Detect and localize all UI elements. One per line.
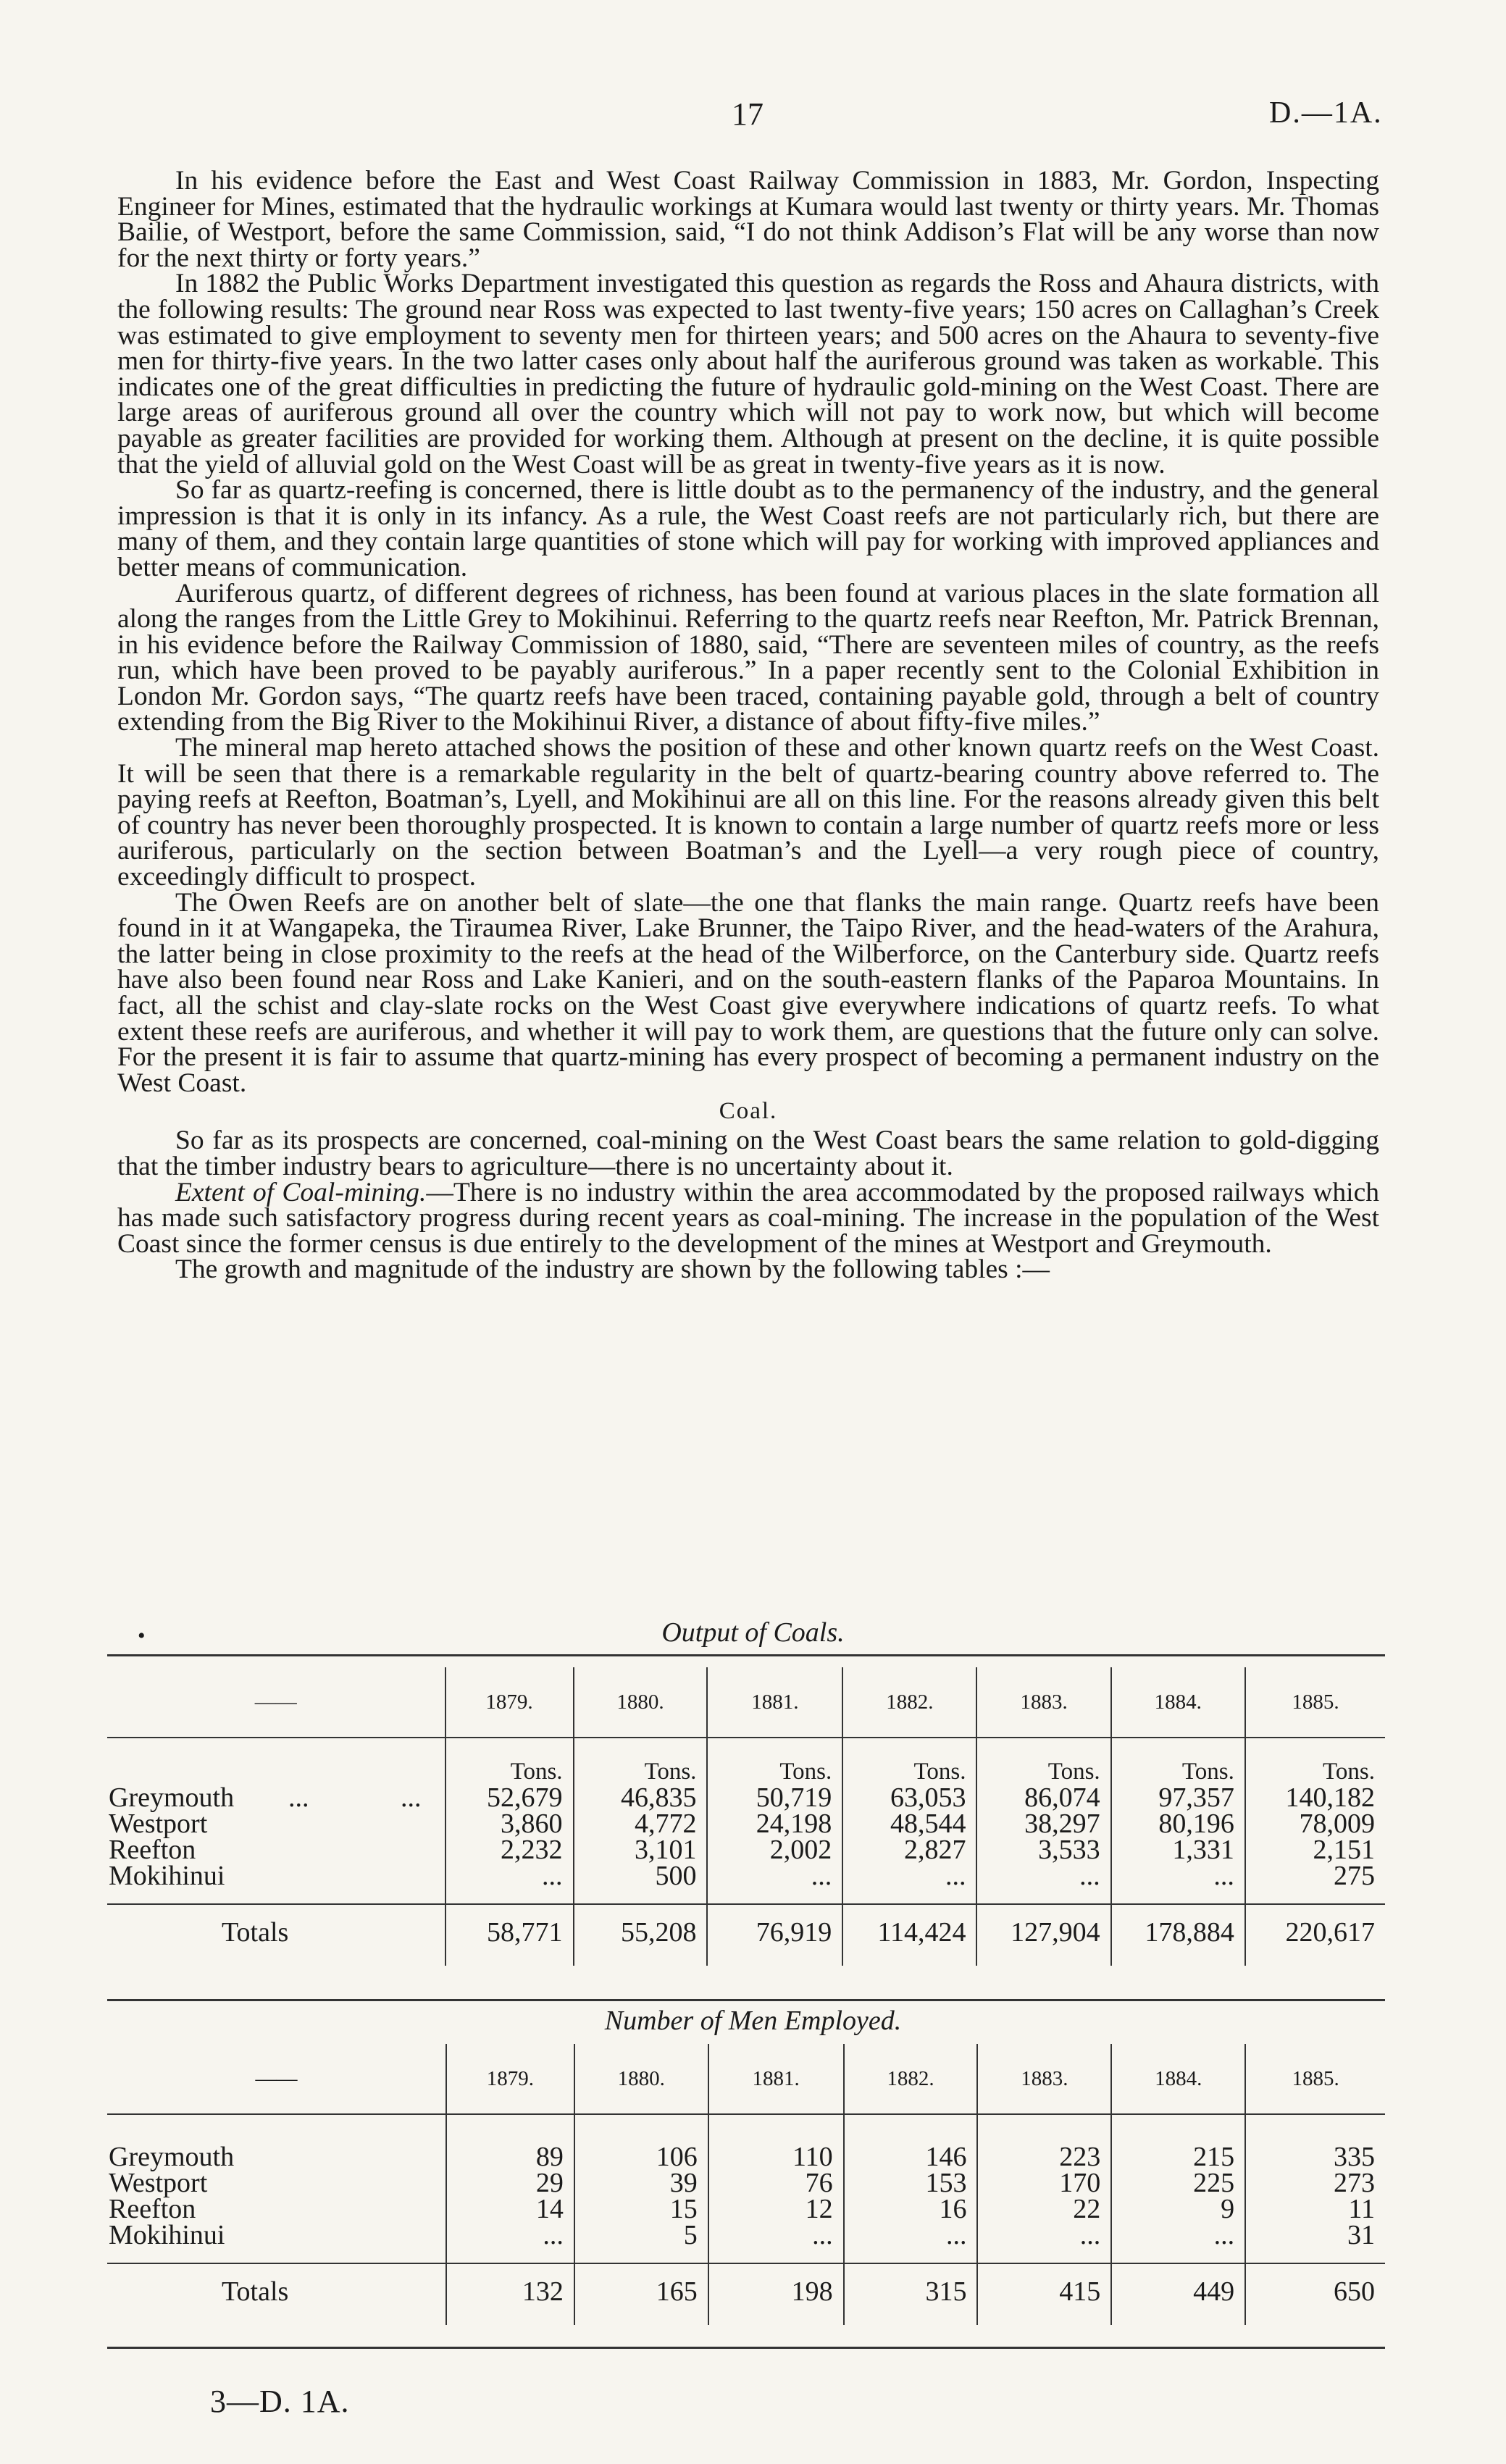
total-cell: 220,617 (1245, 1904, 1385, 1966)
column-header: 1880. (574, 1667, 708, 1738)
signature-mark: 3—D. 1A. (210, 2384, 350, 2419)
row-label: Westport (109, 2168, 208, 2198)
total-cell: 198 (708, 2263, 844, 2325)
unit-label: Tons. (574, 1738, 708, 1785)
table-cell: 16 (844, 2196, 978, 2222)
coal-heading: Coal. (719, 1098, 778, 1125)
table-cell: 153 (844, 2170, 978, 2196)
table-cell: ... (844, 2222, 978, 2263)
table-cell: 3,533 (976, 1837, 1110, 1863)
column-header: 1881. (708, 2044, 844, 2114)
column-header: 1879. (445, 1667, 574, 1738)
table-row (107, 1785, 1385, 1811)
row-label: Mokihinui (109, 2220, 225, 2250)
paragraph: Auriferous quartz, of different degrees of richness, has been found at various places in the slate formation all along the ranges from the Little Grey to Mokihinui. Referring to the quartz reefs near Reefton, Mr. Patrick Brennan, in his evidence before the Railway Commission of 1880, said, “There are seventeen miles of country, as the reefs run, which have been proved to be payably auriferous.” In a paper recently sent to the Colonial Exhibition in London Mr. Gordon says, “The quartz reefs have been traced, containing payable gold, through a belt of country extending from the Big River to the Mokihinui River, a distance of about fifty-five miles.” (117, 578, 1379, 737)
total-cell: 415 (977, 2263, 1111, 2325)
table-cell: 50,719 (707, 1785, 842, 1811)
table-cell: 78,009 (1245, 1811, 1385, 1837)
table-cell: 140,182 (1245, 1785, 1385, 1811)
table-cell: 97,357 (1111, 1785, 1245, 1811)
column-header: 1883. (977, 2044, 1111, 2114)
output-table (107, 1667, 1385, 1966)
table-cell: 48,544 (842, 1811, 976, 1837)
table-cell: ... (1111, 1863, 1245, 1904)
page-number: 17 (732, 96, 764, 132)
table-cell: 170 (977, 2170, 1111, 2196)
row-label: Greymouth (109, 2142, 235, 2172)
leader-dots: ... (401, 1782, 422, 1813)
total-cell: 55,208 (574, 1904, 708, 1966)
totals-row (107, 2263, 1385, 2325)
table-cell: 3,101 (574, 1837, 708, 1863)
table-cell: 3,860 (445, 1811, 574, 1837)
table-cell: ... (1111, 2222, 1245, 2263)
total-cell: 650 (1245, 2263, 1385, 2325)
total-cell: 165 (574, 2263, 708, 2325)
table-cell: 11 (1245, 2196, 1385, 2222)
table-cell: 86,074 (976, 1785, 1110, 1811)
table-corner: —— (107, 2044, 446, 2114)
table-cell: 225 (1111, 2170, 1245, 2196)
table-cell: 24,198 (707, 1811, 842, 1837)
table-cell: ... (976, 1863, 1110, 1904)
unit-label: Tons. (707, 1738, 842, 1785)
paragraph (117, 1177, 1379, 1259)
total-cell: 132 (446, 2263, 574, 2325)
body-text (117, 168, 1379, 1283)
men-table-caption: Number of Men Employed. (604, 2006, 902, 2036)
totals-label: Totals (107, 1904, 445, 1966)
paragraph: So far as its prospects are concerned, coal-mining on the West Coast bears the same relation to gold-digging that the timber industry bears to agriculture—there is no uncertainty about it. (117, 1126, 1379, 1181)
table-cell: 335 (1245, 2114, 1385, 2170)
table-cell: ... (708, 2222, 844, 2263)
column-header: 1885. (1245, 1667, 1385, 1738)
table-cell: 39 (574, 2170, 708, 2196)
table-cell: 2,232 (445, 1837, 574, 1863)
table-cell: 273 (1245, 2170, 1385, 2196)
column-header: 1885. (1245, 2044, 1385, 2114)
bullet-mark: • (138, 1624, 146, 1648)
row-label: Reefton (109, 2194, 196, 2224)
column-header: 1883. (976, 1667, 1110, 1738)
table-row (107, 2170, 1385, 2196)
leader-dots: ... (288, 1782, 309, 1813)
table-cell: 46,835 (574, 1785, 708, 1811)
unit-label: Tons. (842, 1738, 976, 1785)
unit-row (107, 1738, 1385, 1785)
total-cell: 127,904 (976, 1904, 1110, 1966)
paragraph: So far as quartz-reefing is concerned, there is little doubt as to the permanency of the industry, and the general impression is that it is only in its infancy. As a rule, the West Coast reefs are not particularly rich, but there are many of them, and they contain large quantities of stone which will pay for working with improved appliances and better means of communication. (117, 475, 1379, 582)
table-corner: —— (107, 1667, 445, 1738)
table-row (107, 2222, 1385, 2263)
table-cell: 89 (446, 2114, 574, 2170)
table-cell: 63,053 (842, 1785, 976, 1811)
table-cell: ... (445, 1863, 574, 1904)
men-table (107, 2044, 1385, 2325)
total-cell: 449 (1111, 2263, 1245, 2325)
table-cell: 4,772 (574, 1811, 708, 1837)
unit-label: Tons. (445, 1738, 574, 1785)
table-cell: ... (446, 2222, 574, 2263)
column-header: 1880. (574, 2044, 708, 2114)
paragraph: The growth and magnitude of the industry are shown by the following tables :— (175, 1254, 1050, 1285)
table-cell: 106 (574, 2114, 708, 2170)
row-label: Reefton (109, 1835, 196, 1865)
paragraph: The mineral map hereto attached shows the position of these and other known quartz reefs on the West Coast. It will be seen that there is a remarkable regularity in the belt of quartz-bearing country above referred to. The paying reefs at Reefton, Boatman’s, Lyell, and Mokihinui are all on this line. For the reasons already given this belt of country has never been thoroughly prospected. It is known to contain a large number of quartz reefs more or less auriferous, particularly on the section between Boatman’s and the Lyell—a very rough piece of country, exceedingly difficult to prospect. (117, 733, 1379, 892)
table-cell: 2,151 (1245, 1837, 1385, 1863)
table-cell: 5 (574, 2222, 708, 2263)
table-row (107, 1837, 1385, 1863)
row-label: Greymouth (109, 1782, 235, 1813)
table-cell: 76 (708, 2170, 844, 2196)
table-row (107, 1863, 1385, 1904)
table-cell: 146 (844, 2114, 978, 2170)
unit-label: Tons. (1111, 1738, 1245, 1785)
table-cell: 38,297 (976, 1811, 1110, 1837)
document-reference: D.—1A. (1269, 96, 1383, 130)
table-row (107, 2196, 1385, 2222)
table-cell: ... (977, 2222, 1111, 2263)
table-cell: 2,827 (842, 1837, 976, 1863)
table-cell: 31 (1245, 2222, 1385, 2263)
table-cell: 275 (1245, 1863, 1385, 1904)
total-cell: 58,771 (445, 1904, 574, 1966)
totals-row (107, 1904, 1385, 1966)
table-cell: 215 (1111, 2114, 1245, 2170)
totals-label: Totals (107, 2263, 446, 2325)
table-cell: 12 (708, 2196, 844, 2222)
paragraph-rest: —There is no industry within the area accommodated by the proposed railways which has made such satisfactory progress during recent years as coal-mining. The increase in the population of the West Coast since the former census is due entirely to the development of the mines at Westport and Greymouth. (117, 1177, 1379, 1259)
table-cell: 223 (977, 2114, 1111, 2170)
table-row (107, 2114, 1385, 2170)
table-cell: ... (842, 1863, 976, 1904)
table-cell: 500 (574, 1863, 708, 1904)
total-cell: 315 (844, 2263, 978, 2325)
column-header: 1882. (842, 1667, 976, 1738)
unit-label: Tons. (976, 1738, 1110, 1785)
row-label: Westport (109, 1809, 208, 1839)
table-cell: 110 (708, 2114, 844, 2170)
table-cell: 15 (574, 2196, 708, 2222)
table-cell: 14 (446, 2196, 574, 2222)
table-rule (107, 1654, 1385, 1656)
table-row (107, 1811, 1385, 1837)
row-label: Mokihinui (109, 1861, 225, 1891)
table-cell: 22 (977, 2196, 1111, 2222)
total-cell: 76,919 (707, 1904, 842, 1966)
column-header: 1882. (844, 2044, 978, 2114)
table-cell: 9 (1111, 2196, 1245, 2222)
paragraph: In his evidence before the East and West Coast Railway Commission in 1883, Mr. Gordon, Inspecting Engineer for Mines, estimated that the hydraulic workings at Kumara would last twenty or thirty years. Mr. Thomas Bailie, of Westport, before the same Commission, said, “I do not think Addison’s Flat will be any worse than now for the next thirty or forty years.” (117, 166, 1379, 273)
table-cell: ... (707, 1863, 842, 1904)
total-cell: 114,424 (842, 1904, 976, 1966)
paragraph: In 1882 the Public Works Department investigated this question as regards the Ross and Ahaura districts, with the following results: The ground near Ross was expected to last twenty-five years; 150 acres on Callaghan’s Creek was estimated to give employment to seventy men for thirteen years; and 500 acres on the Ahaura to seventy-five men for thirty-five years. In the two latter cases only about half the auriferous ground was taken as workable. This indicates one of the great difficulties in predicting the future of hydraulic gold-mining on the West Coast. There are large areas of auriferous ground all over the country which will not pay to work now, but which will become payable as greater facilities are provided for working them. Although at present on the decline, it is quite possible that the yield of alluvial gold on the West Coast will be as great in twenty-five years as it is now. (117, 269, 1379, 479)
column-header: 1884. (1111, 2044, 1245, 2114)
table-rule (107, 2347, 1385, 2349)
paragraph-lead: Extent of Coal-mining. (175, 1177, 427, 1207)
paragraph: The Owen Reefs are on another belt of slate—the one that flanks the main range. Quartz reefs have been found in it at Wangapeka, the Tiraumea River, Lake Brunner, the Taipo River, and the head-waters of the Arahura, the latter being in close proximity to the reefs at the head of the Wilberforce, on the Canterbury side. Quartz reefs have also been found near Ross and Lake Kanieri, and on the south-eastern flanks of the Paparoa Mountains. In fact, all the schist and clay-slate rocks on the West Coast give everywhere indications of quartz reefs. To what extent these reefs are auriferous, and whether it will pay to work them, are questions that the future only can solve. For the present it is fair to assume that quartz-mining has every prospect of becoming a permanent industry on the West Coast. (117, 887, 1379, 1098)
table-rule (107, 1999, 1385, 2001)
unit-label: Tons. (1245, 1738, 1385, 1785)
column-header: 1884. (1111, 1667, 1245, 1738)
output-table-caption: Output of Coals. (661, 1617, 845, 1648)
total-cell: 178,884 (1111, 1904, 1245, 1966)
column-header: 1881. (707, 1667, 842, 1738)
table-cell: 29 (446, 2170, 574, 2196)
table-cell: 2,002 (707, 1837, 842, 1863)
table-cell: 52,679 (445, 1785, 574, 1811)
table-cell: 1,331 (1111, 1837, 1245, 1863)
column-header: 1879. (446, 2044, 574, 2114)
table-cell: 80,196 (1111, 1811, 1245, 1837)
